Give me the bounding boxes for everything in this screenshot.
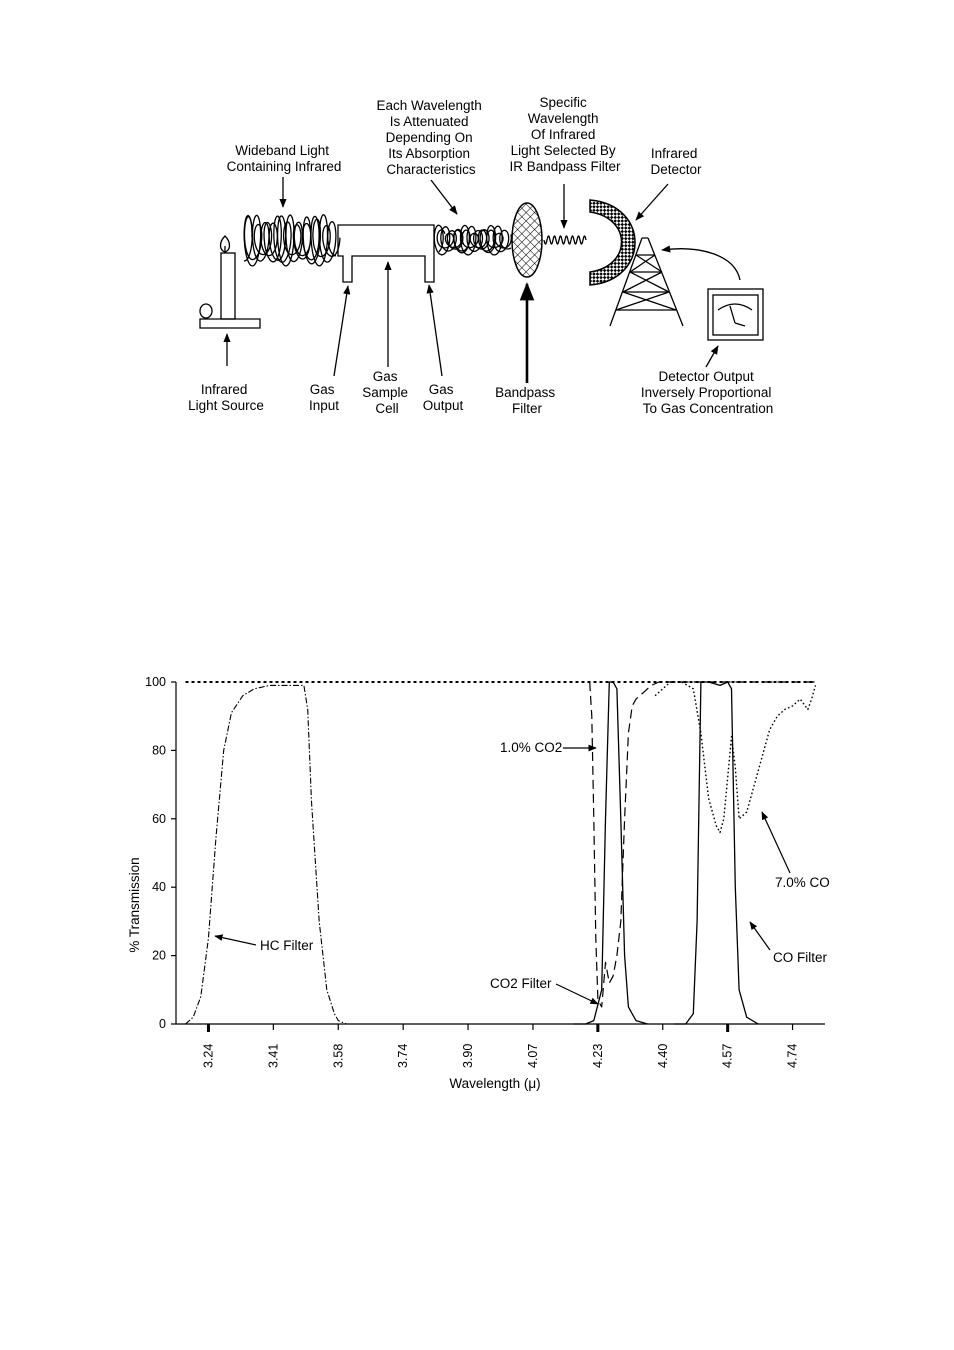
series-co-filter [674, 682, 758, 1024]
ir-analyzer-diagram [0, 0, 954, 440]
attenuated-wave-icon [434, 225, 511, 255]
chart-series [186, 682, 816, 1024]
x-tick-label: 4.40 [655, 1043, 670, 1068]
label-infrared-detector: Infrared Detector [650, 146, 702, 177]
y-tick-label: 60 [152, 811, 166, 826]
x-tick-label: 3.90 [461, 1043, 476, 1068]
annotation-arrow [556, 984, 598, 1004]
x-tick-label: 3.58 [331, 1043, 346, 1068]
x-tick-label: 4.23 [590, 1043, 605, 1068]
series-co2-filter [574, 682, 648, 1024]
series-hc-filter [186, 685, 347, 1024]
y-tick-label: 40 [152, 880, 166, 895]
y-tick-label: 80 [152, 743, 166, 758]
x-tick-label: 4.07 [525, 1043, 540, 1068]
label-detector-output: Detector Output Inversely Proportional To Gas Concentration [640, 369, 774, 416]
diagram-arrows [227, 177, 740, 383]
annotation-label: 1.0% CO2 [500, 740, 563, 755]
chart-axes [145, 675, 825, 1068]
label-gas-output: Gas Output [422, 382, 464, 413]
gas-cell-icon [338, 225, 434, 282]
x-tick-label: 4.57 [720, 1043, 735, 1068]
y-tick-label: 20 [152, 948, 166, 963]
x-tick-label: 3.74 [396, 1043, 411, 1068]
detector-dish-icon [590, 200, 635, 285]
transmission-chart [0, 640, 954, 1120]
annotation-label: HC Filter [260, 938, 314, 953]
label-specific-wavelength: Specific Wavelength Of Infrared Light Selected By IR Bandpass Filter [509, 95, 621, 174]
x-tick-label: 4.74 [785, 1043, 800, 1068]
y-tick-label: 100 [145, 675, 166, 689]
meter-icon [708, 289, 763, 340]
label-gas-sample-cell: Gas Sample Cell [362, 369, 409, 416]
annotation-label: CO2 Filter [490, 976, 552, 991]
annotation-arrow [215, 936, 256, 945]
y-axis-label: % Transmission [127, 857, 142, 953]
light-wave-icon [244, 215, 340, 266]
annotation-arrow [762, 812, 790, 873]
label-gas-input: Gas Input [308, 382, 340, 413]
label-attenuated: Each Wavelength Is Attenuated Depending On Its Absorption Characteristics [376, 98, 482, 177]
series-7-0-co [655, 682, 815, 833]
x-tick-label: 3.24 [201, 1043, 216, 1068]
annotation-label: 7.0% CO [775, 875, 830, 890]
y-tick-label: 0 [159, 1017, 166, 1031]
sine-wave-icon [544, 236, 586, 244]
x-axis-label: Wavelength (μ) [449, 1076, 541, 1091]
annotation-arrow [750, 922, 770, 950]
annotation-label: CO Filter [773, 950, 827, 965]
label-bandpass-filter: Bandpass Filter [495, 385, 556, 416]
label-infrared-source: Infrared Light Source [188, 382, 264, 413]
label-wideband-light: Wideband Light Containing Infrared [226, 143, 342, 174]
filter-disc-icon [512, 203, 542, 277]
x-tick-label: 3.41 [266, 1043, 281, 1068]
